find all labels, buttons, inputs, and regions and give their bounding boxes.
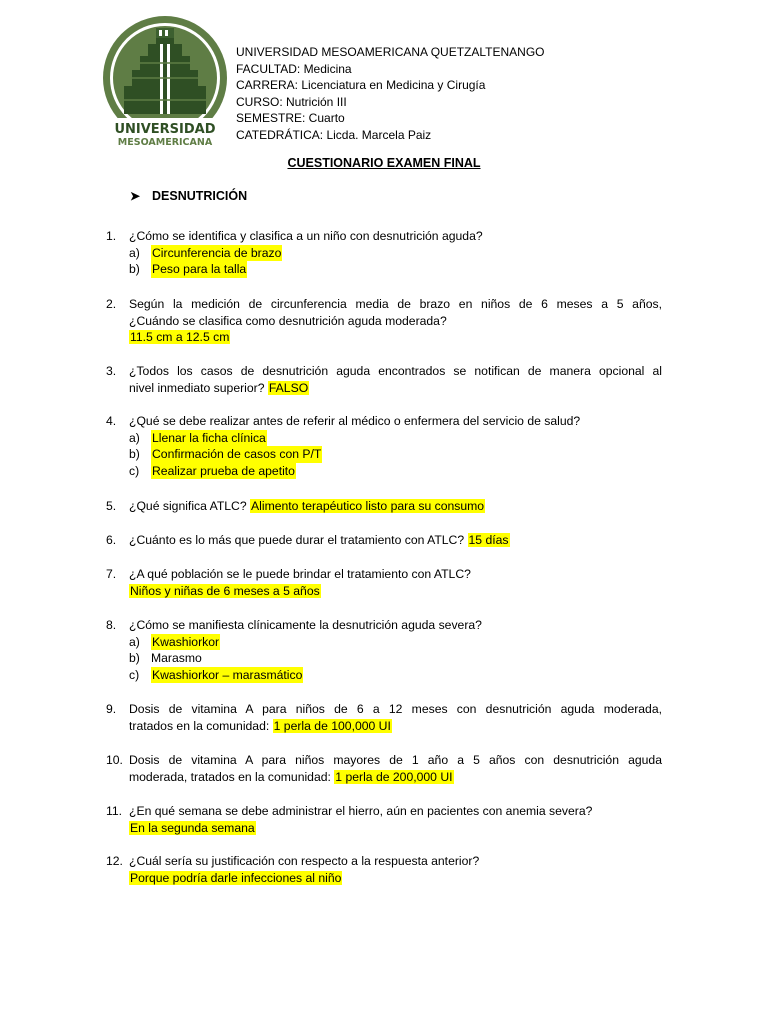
question-6 bbox=[106, 532, 662, 549]
semester-line: SEMESTRE: Cuarto bbox=[236, 111, 345, 125]
question-number: 12. bbox=[106, 854, 123, 868]
question-2 bbox=[106, 296, 662, 346]
option-text: Marasmo bbox=[151, 651, 202, 665]
option-letter: c) bbox=[129, 463, 140, 478]
pyramid-logo-icon bbox=[98, 14, 232, 148]
question-number: 3. bbox=[106, 364, 117, 378]
section-label: DESNUTRICIÓN bbox=[152, 189, 248, 203]
university-logo bbox=[98, 14, 232, 148]
arrow-bullet-icon: ➤ bbox=[130, 189, 141, 203]
question-text-line-1: ¿Todos los casos de desnutrición aguda encontrados se notifican de manera opcional al bbox=[129, 364, 662, 378]
option-a bbox=[129, 634, 662, 651]
question-text: ¿Qué se debe realizar antes de referir al médico o enfermera del servicio de salud? bbox=[129, 414, 581, 428]
question-12 bbox=[106, 853, 662, 886]
question-text-line-1: Dosis de vitamina A para niños mayores de 1 año a 5 años con desnutrición aguda bbox=[129, 753, 662, 767]
option-text: Peso para la talla bbox=[152, 262, 247, 276]
option-c bbox=[129, 667, 662, 684]
question-1 bbox=[106, 228, 662, 278]
question-text: ¿A qué población se le puede brindar el tratamiento con ATLC? bbox=[129, 567, 471, 581]
question-text-line-1: Según la medición de circunferencia media de brazo en niños de 6 meses a 5 años, bbox=[129, 297, 662, 311]
option-b bbox=[129, 261, 662, 278]
question-number: 8. bbox=[106, 618, 117, 632]
answer-highlight: Alimento terapéutico listo para su consumo bbox=[251, 499, 485, 513]
answer-highlight: En la segunda semana bbox=[130, 820, 255, 835]
option-text: Llenar la ficha clínica bbox=[152, 430, 266, 445]
question-11 bbox=[106, 803, 662, 836]
answer-highlight: 1 perla de 100,000 UI bbox=[273, 718, 391, 733]
question-text-line-2: nivel inmediato superior? bbox=[129, 380, 268, 395]
question-5 bbox=[106, 498, 662, 515]
teacher-line: CATEDRÁTICA: Licda. Marcela Paiz bbox=[236, 127, 432, 142]
question-number: 5. bbox=[106, 499, 117, 513]
answer-highlight: 11.5 cm a 12.5 cm bbox=[130, 330, 230, 344]
option-letter: a) bbox=[129, 634, 140, 649]
question-number: 11. bbox=[106, 804, 123, 818]
question-text: ¿Cómo se identifica y clasifica a un niño con desnutrición aguda? bbox=[129, 229, 483, 243]
question-text-line-2: ¿Cuándo se clasifica como desnutrición aguda moderada? bbox=[129, 313, 447, 328]
question-3 bbox=[106, 363, 662, 396]
option-letter: c) bbox=[129, 667, 140, 682]
option-b bbox=[129, 650, 662, 667]
question-number: 1. bbox=[106, 229, 117, 243]
answer-highlight: Niños y niñas de 6 meses a 5 años bbox=[130, 583, 320, 598]
question-7 bbox=[106, 566, 662, 599]
question-text-line-1: Dosis de vitamina A para niños de 6 a 12 meses con desnutrición aguda moderada, bbox=[129, 702, 662, 716]
question-text: ¿Qué significa ATLC? bbox=[129, 499, 251, 513]
question-10 bbox=[106, 752, 662, 785]
option-a bbox=[129, 430, 662, 447]
header-info bbox=[236, 44, 545, 143]
logo-text-bottom: MESOAMERICANA bbox=[117, 137, 213, 148]
option-letter: a) bbox=[129, 245, 140, 260]
question-text: ¿Cuánto es lo más que puede durar el tratamiento con ATLC? bbox=[129, 533, 468, 547]
section-heading bbox=[130, 189, 247, 203]
logo-text-top: UNIVERSIDAD bbox=[114, 122, 216, 137]
option-letter: b) bbox=[129, 447, 140, 461]
option-a bbox=[129, 245, 662, 262]
option-c bbox=[129, 463, 662, 480]
faculty-line: FACULTAD: Medicina bbox=[236, 61, 352, 76]
university-name: UNIVERSIDAD MESOAMERICANA QUETZALTENANGO bbox=[236, 45, 545, 59]
option-text: Confirmación de casos con P/T bbox=[152, 447, 322, 461]
course-line: CURSO: Nutrición III bbox=[236, 94, 347, 109]
question-number: 6. bbox=[106, 533, 117, 547]
question-8 bbox=[106, 617, 662, 683]
answer-highlight: 15 días bbox=[468, 533, 509, 547]
question-number: 2. bbox=[106, 297, 117, 311]
option-text: Kwashiorkor – marasmático bbox=[152, 667, 303, 682]
question-text: ¿Cómo se manifiesta clínicamente la desnutrición aguda severa? bbox=[129, 618, 482, 632]
question-text: ¿Cuál sería su justificación con respecto a la respuesta anterior? bbox=[129, 854, 480, 868]
question-number: 10. bbox=[106, 753, 123, 767]
option-b bbox=[129, 446, 662, 463]
question-4 bbox=[106, 413, 662, 479]
question-text-line-2: moderada, tratados en la comunidad: bbox=[129, 769, 335, 784]
option-letter: b) bbox=[129, 651, 140, 665]
answer-highlight: Porque podría darle infecciones al niño bbox=[130, 870, 342, 885]
document-title: CUESTIONARIO EXAMEN FINAL bbox=[287, 156, 481, 170]
answer-highlight: FALSO bbox=[268, 380, 309, 395]
question-text-line-2: tratados en la comunidad: bbox=[129, 718, 273, 733]
question-number: 4. bbox=[106, 414, 117, 428]
question-9 bbox=[106, 701, 662, 734]
option-text: Realizar prueba de apetito bbox=[152, 463, 295, 478]
career-line: CARRERA: Licenciatura en Medicina y Cirugía bbox=[236, 78, 486, 92]
answer-highlight: 1 perla de 200,000 UI bbox=[335, 769, 453, 784]
option-text: Kwashiorkor bbox=[152, 634, 220, 649]
question-number: 9. bbox=[106, 702, 117, 716]
option-letter: a) bbox=[129, 430, 140, 445]
question-number: 7. bbox=[106, 567, 117, 581]
question-text: ¿En qué semana se debe administrar el hierro, aún en pacientes con anemia severa? bbox=[129, 804, 593, 818]
option-letter: b) bbox=[129, 262, 140, 276]
option-text: Circunferencia de brazo bbox=[152, 245, 282, 260]
